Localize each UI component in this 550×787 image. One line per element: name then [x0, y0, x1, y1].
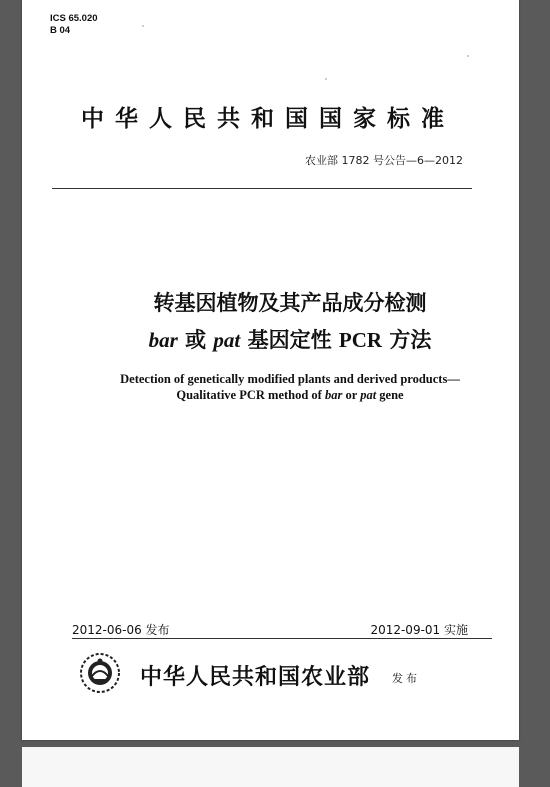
issue-date: 2012-06-06 发布: [72, 623, 170, 637]
english-title-prefix: Qualitative PCR method of: [176, 388, 322, 402]
ics-code: ICS 65.020: [50, 13, 98, 24]
or-word: 或: [185, 328, 207, 352]
english-title-line-1: Detection of genetically modified plants and derived products—: [120, 372, 460, 386]
english-title-suffix: gene: [379, 388, 404, 402]
gene-bar-label: bar: [148, 328, 178, 352]
english-title-line-2: [50, 388, 530, 403]
ministry-emblem-icon: [79, 652, 121, 694]
pcr-label: PCR: [338, 328, 383, 352]
issuing-ministry: 中华人民共和国农业部: [140, 664, 371, 690]
publish-label: 发布: [392, 672, 420, 685]
gene-pat-label: pat: [213, 328, 241, 352]
english-or-word: or: [345, 388, 358, 402]
chinese-title-line-2: [50, 324, 530, 354]
method-word: 方法: [389, 328, 432, 352]
footer-divider: [72, 638, 492, 639]
classification-codes: [50, 13, 98, 37]
scan-speck: [467, 55, 469, 57]
implementation-date: 2012-09-01 实施: [370, 623, 468, 637]
standard-category-title: 中华人民共和国国家标准: [81, 106, 455, 132]
standard-number: 农业部 1782 号公告—6—2012: [305, 154, 463, 167]
header-divider: [52, 188, 472, 189]
ccs-code: B 04: [50, 25, 71, 36]
english-gene-bar: bar: [324, 388, 343, 402]
title-rest: 基因定性: [247, 328, 332, 352]
standard-cover-page: [22, 0, 519, 740]
scan-speck: [325, 78, 327, 80]
chinese-title-line-1: 转基因植物及其产品成分检测: [153, 291, 427, 315]
next-page-edge: [22, 747, 519, 787]
english-gene-pat: pat: [360, 388, 377, 402]
scan-speck: [142, 25, 144, 27]
